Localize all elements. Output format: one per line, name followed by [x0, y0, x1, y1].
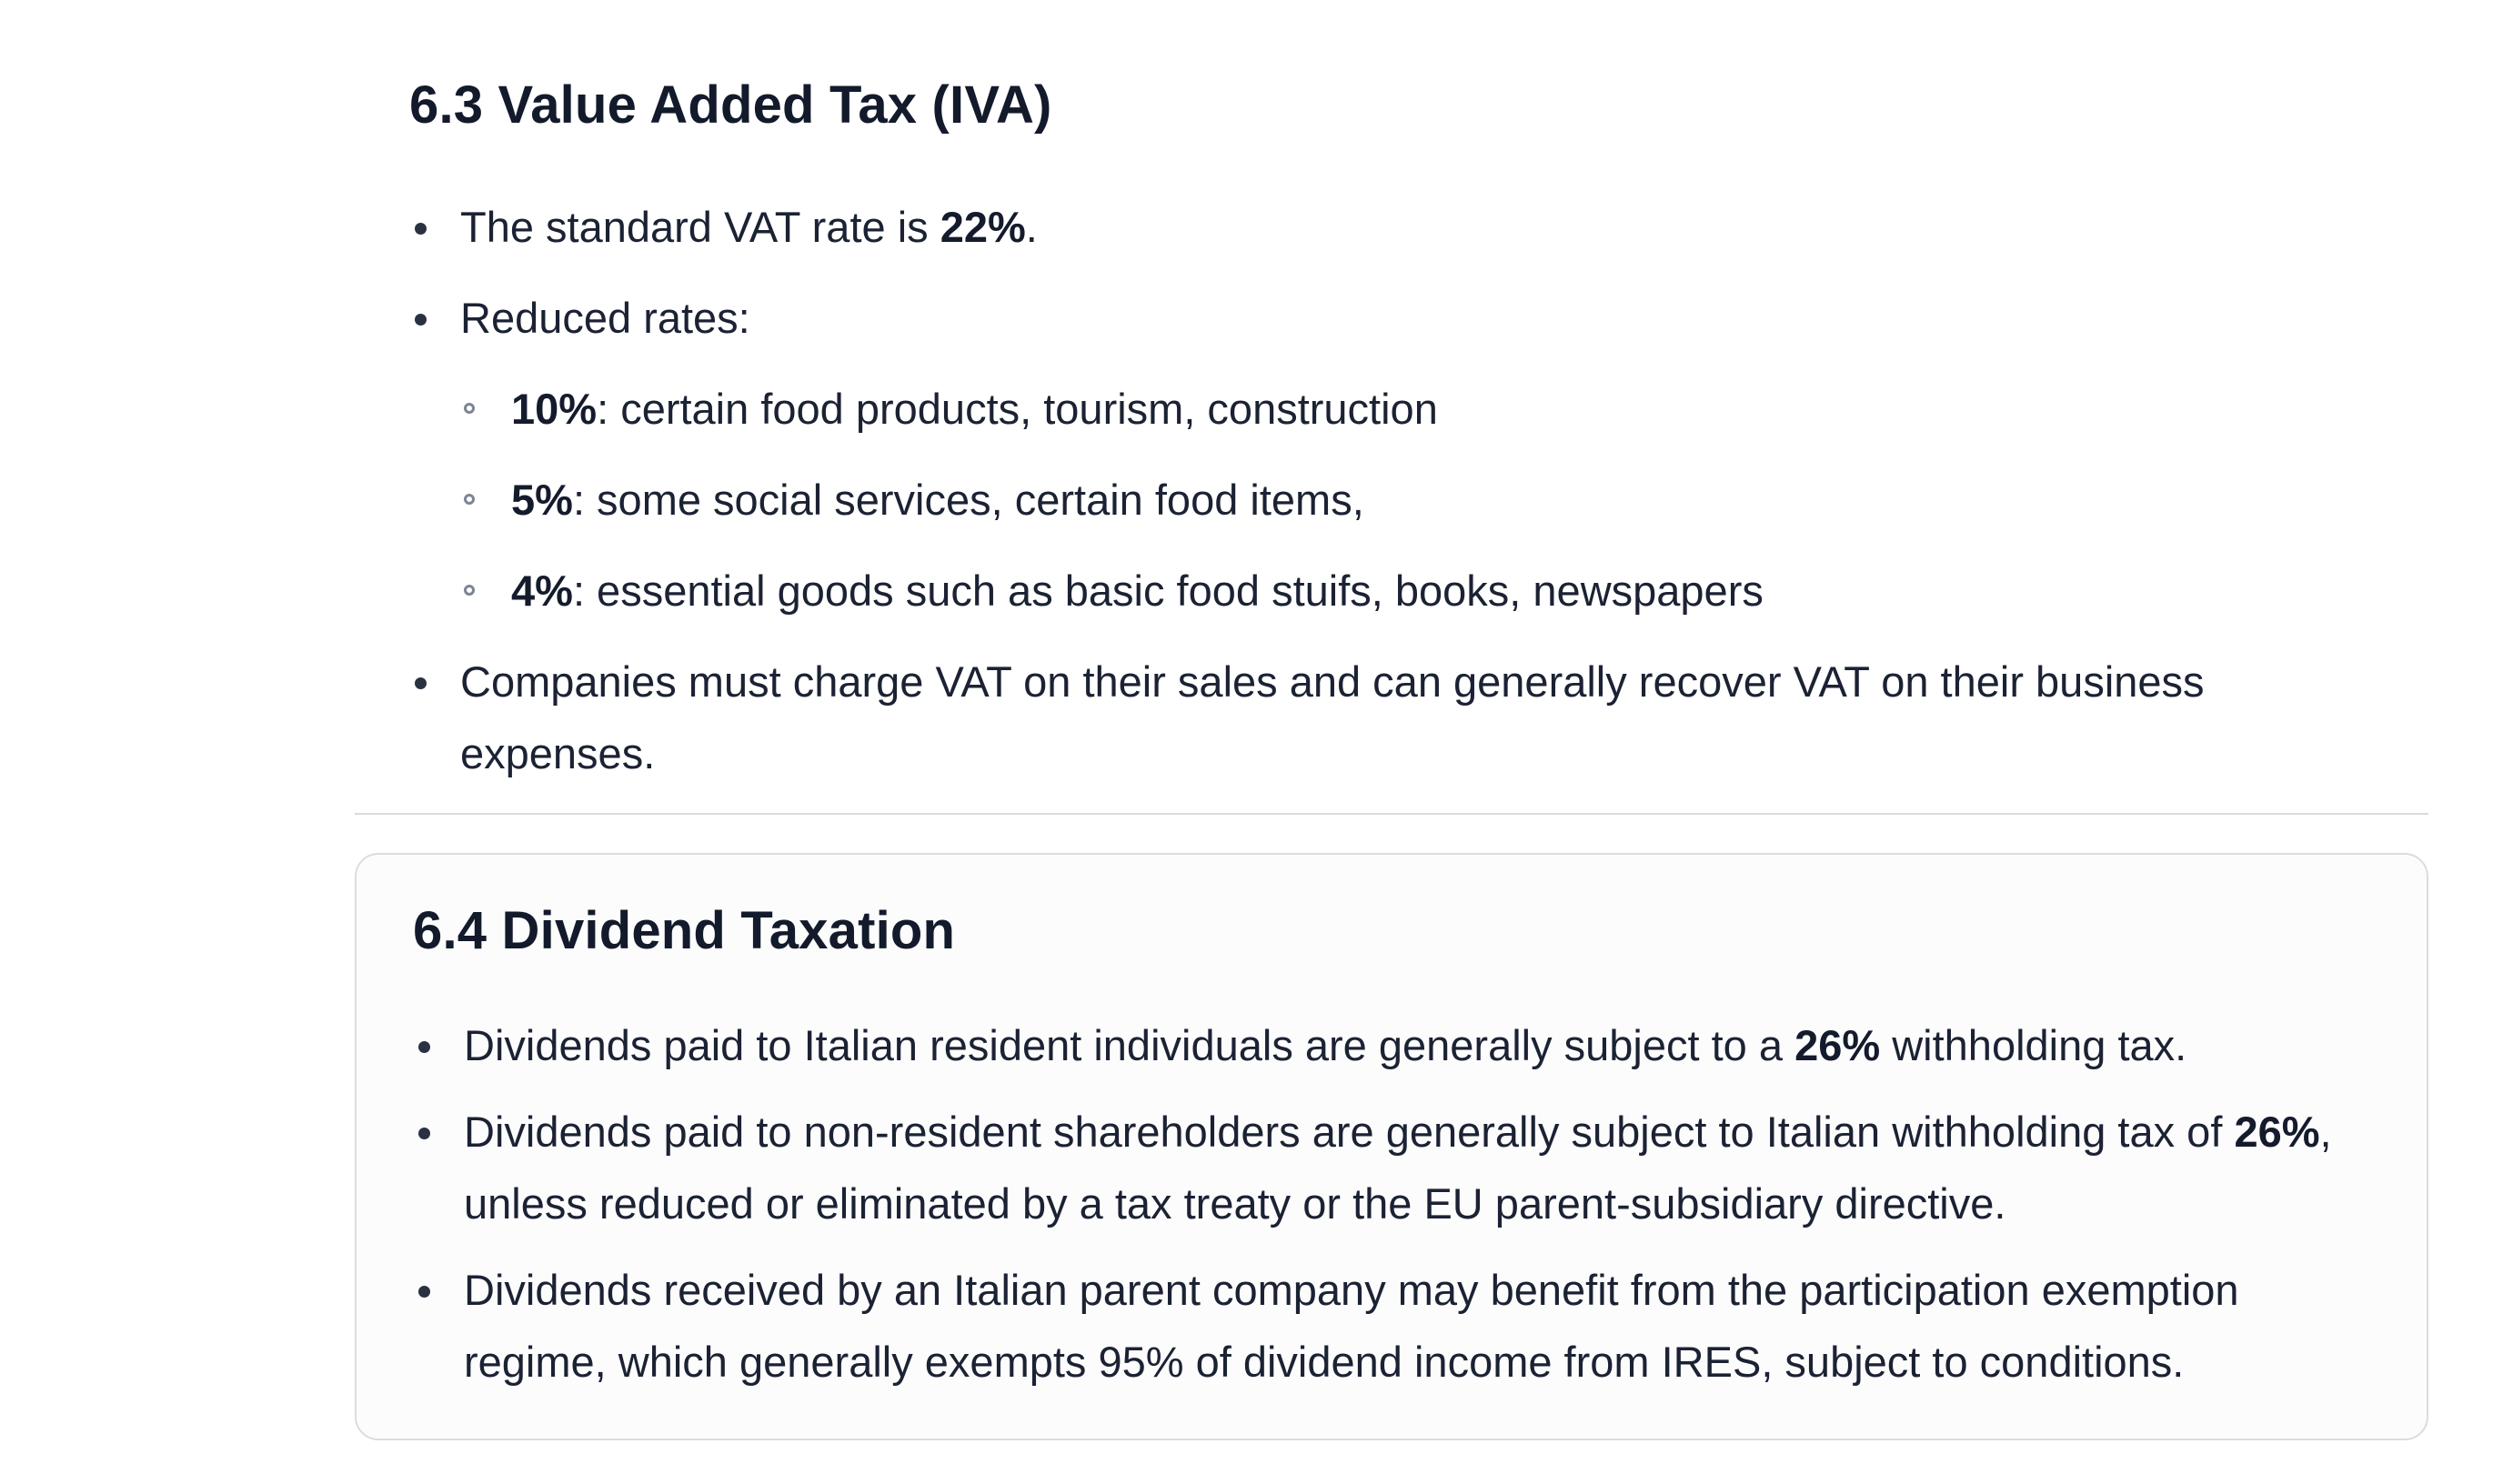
list-item [409, 191, 2356, 263]
bullet-text: The standard VAT rate is [460, 203, 940, 251]
rate-value: 4% [511, 567, 573, 615]
section-6-4-heading: 6.4 Dividend Taxation [413, 901, 956, 960]
bullet-text: Dividends received by an Italian parent company may benefit from the participation exemption regime, which generally exempts 95% of dividend income from IRES, subject to conditions. [464, 1266, 2239, 1386]
bullet-bold-value: 26% [2234, 1108, 2320, 1156]
bullet-dot-icon [418, 1286, 430, 1298]
rate-description: : essential goods such as basic food stuifs, books, newspapers [572, 567, 1764, 615]
bullet-text-end: , unless reduced or eliminated by a tax treaty or the EU parent-subsidiary directive. [464, 1108, 2332, 1228]
bullet-text: Dividends paid to Italian resident individuals are generally subject to a [464, 1021, 1795, 1069]
rate-value: 10% [511, 385, 598, 433]
bullet-text: Companies must charge VAT on their sales and can generally recover VAT on their business expenses. [460, 657, 2205, 777]
bullet-dot-icon [415, 677, 427, 689]
hollow-circle-bullet-icon [464, 494, 475, 505]
bullet-dot-icon [415, 314, 427, 326]
reduced-rates-sublist [460, 373, 2356, 627]
hollow-circle-bullet-icon [464, 403, 475, 414]
bullet-dot-icon [418, 1128, 430, 1139]
bullet-dot-icon [418, 1041, 430, 1053]
list-item [409, 282, 2356, 627]
section-6-3-heading: 6.3 Value Added Tax (IVA) [409, 75, 1052, 135]
dividend-bullet-list [413, 1009, 2359, 1412]
sublist-item [460, 373, 2356, 445]
document-page [355, 0, 2428, 1484]
section-6-4-card [355, 853, 2428, 1440]
bullet-text-end: withholding tax. [1880, 1021, 2187, 1069]
rate-description: : certain food products, tourism, construction [597, 385, 1438, 433]
rate-description: : some social services, certain food items, [572, 476, 1364, 524]
list-item [413, 1096, 2359, 1239]
bullet-text: Dividends paid to non-resident shareholders are generally subject to Italian withholding tax of [464, 1108, 2235, 1156]
bullet-text-end: . [1025, 203, 1038, 251]
bullet-bold-value: 26% [1794, 1021, 1881, 1069]
sublist-item [460, 464, 2356, 536]
bullet-dot-icon [415, 223, 427, 235]
rate-value: 5% [511, 476, 573, 524]
list-item [409, 646, 2356, 789]
hollow-circle-bullet-icon [464, 585, 475, 596]
list-item [413, 1254, 2359, 1398]
sublist-item [460, 555, 2356, 627]
vat-bullet-list [409, 191, 2356, 808]
section-divider [355, 813, 2428, 815]
bullet-text: Reduced rates: [460, 294, 750, 342]
bullet-bold-value: 22% [940, 203, 1026, 251]
list-item [413, 1009, 2359, 1081]
